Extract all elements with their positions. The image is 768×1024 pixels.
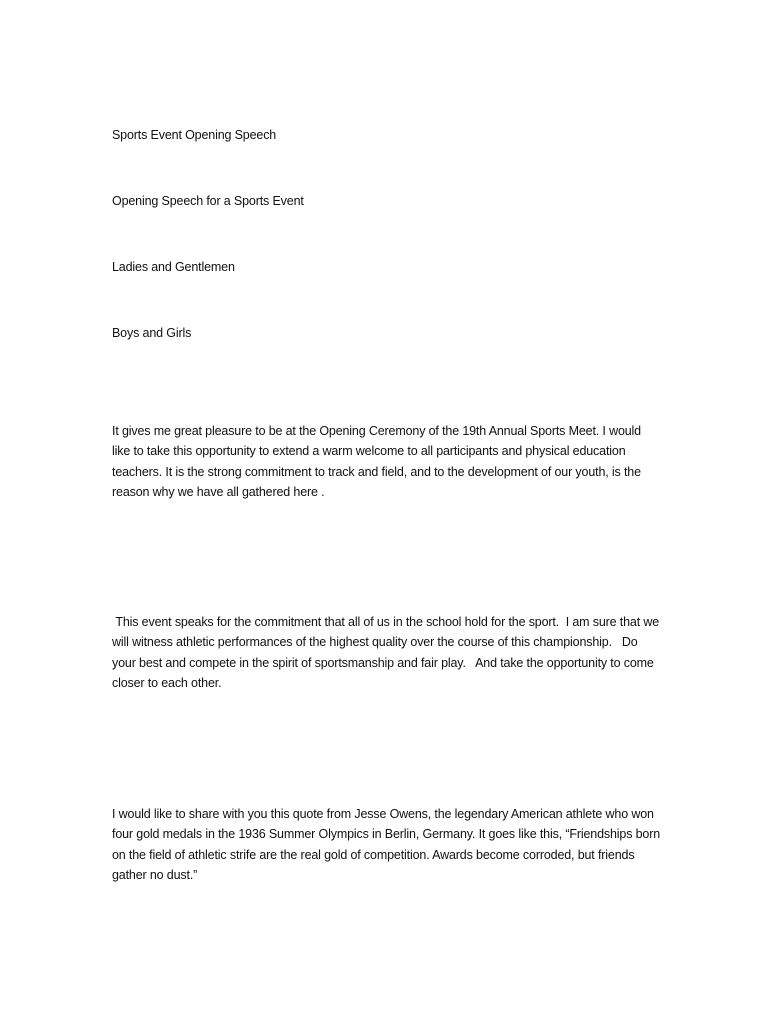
salutation-boys-girls: Boys and Girls [112,326,192,340]
paragraph-welcome: It gives me great pleasure to be at the Opening Ceremony of the 19th Annual Sports Meet. I would like to take this opportunity to extend a warm welcome to all participants and physical education teachers. It is the strong commitment to track and field, and to the development of our youth, is the reason why we have all gathered here . [112,424,641,499]
document-title: Sports Event Opening Speech [112,128,277,142]
document-subtitle: Opening Speech for a Sports Event [112,194,304,208]
salutation-ladies-gentlemen: Ladies and Gentlemen [112,260,235,274]
paragraph-quote: I would like to share with you this quote from Jesse Owens, the legendary American athlete who won four gold medals in the 1936 Summer Olympics in Berlin, Germany. It goes like this, “Friendships born on the field of athletic strife are the real gold of competition. Awards become corroded, but friends gather no dust.” [112,807,661,882]
paragraph-commitment: This event speaks for the commitment that all of us in the school hold for the sport. I am sure that we will witness athletic performances of the highest quality over the course of this championship. Do your best and compete in the spirit of sportsmanship and fair play. And take the opportunity to come closer to each other. [112,615,663,690]
